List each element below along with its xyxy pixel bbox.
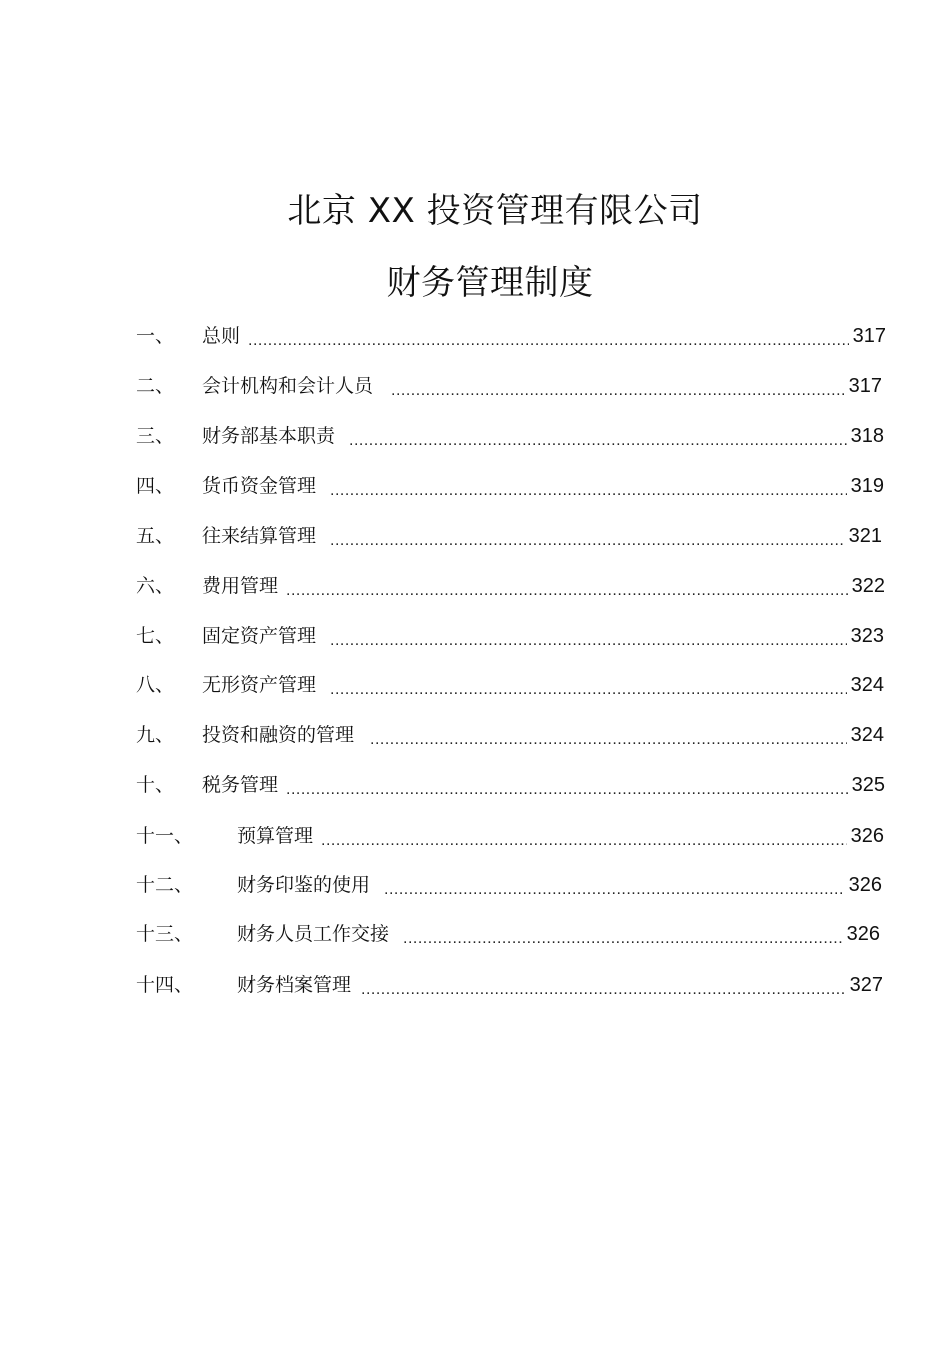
toc-page-number: 319 bbox=[850, 475, 884, 497]
toc-label: 财务档案管理 bbox=[237, 974, 352, 996]
toc-number: 一、 bbox=[136, 325, 175, 347]
toc-number: 六、 bbox=[136, 575, 175, 597]
toc-label: 财务部基本职责 bbox=[202, 425, 336, 447]
toc-page-number: 327 bbox=[849, 974, 883, 996]
toc-label: 会计机构和会计人员 bbox=[202, 375, 374, 397]
toc-number: 五、 bbox=[136, 525, 175, 547]
toc-label: 货币资金管理 bbox=[202, 475, 317, 497]
toc-page-number: 321 bbox=[848, 525, 882, 547]
company-title: 北京 XX 投资管理有限公司 bbox=[287, 191, 703, 231]
toc-entry[interactable] bbox=[136, 822, 884, 848]
toc-leader-dots bbox=[361, 977, 846, 997]
toc-page-number: 317 bbox=[848, 375, 882, 397]
toc-entry[interactable] bbox=[136, 971, 883, 997]
toc-number: 十四、 bbox=[136, 974, 194, 996]
toc-page-number: 326 bbox=[848, 874, 882, 896]
toc-entry[interactable] bbox=[136, 372, 882, 398]
toc-page-number: 326 bbox=[846, 923, 880, 945]
toc-label: 费用管理 bbox=[202, 575, 279, 597]
toc-entry[interactable] bbox=[136, 522, 882, 548]
toc-leader-dots bbox=[330, 677, 847, 697]
toc-number: 四、 bbox=[136, 475, 175, 497]
toc-leader-dots bbox=[286, 777, 848, 797]
toc-label: 财务印鉴的使用 bbox=[237, 874, 371, 896]
toc-entry[interactable] bbox=[136, 671, 884, 697]
toc-leader-dots bbox=[349, 428, 847, 448]
toc-entry[interactable] bbox=[136, 422, 884, 448]
toc-page-number: 318 bbox=[850, 425, 884, 447]
toc-leader-dots bbox=[330, 628, 847, 648]
toc-entry[interactable] bbox=[136, 771, 885, 797]
toc-number: 三、 bbox=[136, 425, 175, 447]
toc-number: 九、 bbox=[136, 724, 175, 746]
toc-page-number: 324 bbox=[850, 674, 884, 696]
toc-label: 固定资产管理 bbox=[202, 625, 317, 647]
toc-number: 八、 bbox=[136, 674, 175, 696]
toc-page-number: 325 bbox=[851, 774, 885, 796]
toc-label: 税务管理 bbox=[202, 774, 279, 796]
toc-leader-dots bbox=[403, 926, 843, 946]
toc-number: 二、 bbox=[136, 375, 175, 397]
toc-page-number: 326 bbox=[850, 825, 884, 847]
toc-number: 十一、 bbox=[136, 825, 194, 847]
toc-entry[interactable] bbox=[136, 721, 884, 747]
toc-entry[interactable] bbox=[136, 572, 885, 598]
toc-leader-dots bbox=[330, 528, 845, 548]
toc-leader-dots bbox=[391, 378, 845, 398]
toc-label: 无形资产管理 bbox=[202, 674, 317, 696]
toc-number: 十二、 bbox=[136, 874, 194, 896]
toc-number: 七、 bbox=[136, 625, 175, 647]
toc-number: 十三、 bbox=[136, 923, 194, 945]
toc-label: 投资和融资的管理 bbox=[202, 724, 355, 746]
toc-leader-dots bbox=[370, 727, 847, 747]
toc-entry[interactable] bbox=[136, 322, 886, 348]
toc-entry[interactable] bbox=[136, 871, 882, 897]
toc-leader-dots bbox=[384, 877, 845, 897]
toc-label: 往来结算管理 bbox=[202, 525, 317, 547]
document-subtitle: 财务管理制度 bbox=[386, 263, 594, 303]
toc-page-number: 322 bbox=[851, 575, 885, 597]
toc-page-number: 324 bbox=[850, 724, 884, 746]
toc-label: 财务人员工作交接 bbox=[237, 923, 390, 945]
toc-leader-dots bbox=[330, 478, 847, 498]
toc-label: 总则 bbox=[202, 325, 241, 347]
toc-entry[interactable] bbox=[136, 920, 880, 946]
toc-page-number: 317 bbox=[852, 325, 886, 347]
toc-entry[interactable] bbox=[136, 472, 884, 498]
toc-number: 十、 bbox=[136, 774, 175, 796]
toc-label: 预算管理 bbox=[237, 825, 314, 847]
toc-leader-dots bbox=[321, 828, 847, 848]
toc-leader-dots bbox=[286, 578, 848, 598]
toc-entry[interactable] bbox=[136, 622, 884, 648]
toc-page-number: 323 bbox=[850, 625, 884, 647]
toc-leader-dots bbox=[248, 328, 849, 348]
